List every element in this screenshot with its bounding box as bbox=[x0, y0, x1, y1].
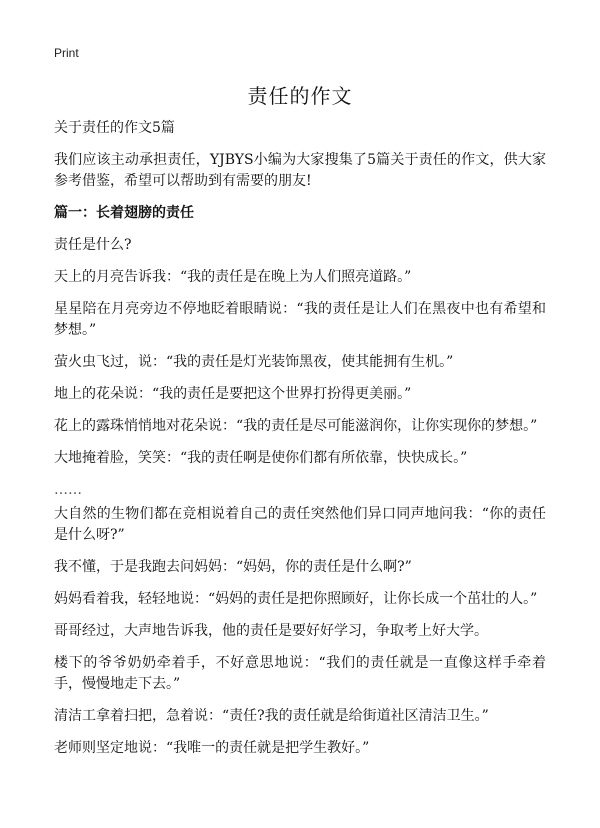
document-title: 责任的作文 bbox=[247, 84, 353, 108]
article-body bbox=[54, 118, 546, 770]
article-subtitle: 关于责任的作文5篇 bbox=[54, 120, 175, 136]
paragraph: 萤火虫飞过，说：“我的责任是灯光装饰黑夜，使其能拥有生机。” bbox=[54, 354, 454, 370]
intro-paragraph: 我们应该主动承担责任，YJBYS小编为大家搜集了5篇关于责任的作文，供大家参考借鉴，希望可以帮助到有需要的朋友! bbox=[54, 152, 546, 189]
paragraph: 楼下的爷爷奶奶牵着手，不好意思地说：“我们的责任就是一直像这样手牵着手，慢慢地走下去。” bbox=[54, 655, 546, 692]
paragraph: 哥哥经过，大声地告诉我，他的责任是要好好学习，争取考上好大学。 bbox=[54, 623, 488, 639]
paragraph: 星星陪在月亮旁边不停地眨着眼睛说：“我的责任是让人们在黑夜中也有希望和梦想。” bbox=[54, 301, 546, 338]
paragraph: 大地掩着脸，笑笑：“我的责任啊是使你们都有所依靠，快快成长。” bbox=[54, 450, 468, 466]
section-heading: 篇一：长着翅膀的责任 bbox=[54, 205, 194, 221]
paragraph: 花上的露珠悄悄地对花朵说：“我的责任是尽可能滋润你，让你实现你的梦想。” bbox=[54, 418, 538, 434]
paragraph: 妈妈看着我，轻轻地说：“妈妈的责任是把你照顾好，让你长成一个茁壮的人。” bbox=[54, 591, 538, 607]
paragraph: 清洁工拿着扫把，急着说：“责任?我的责任就是给街道社区清洁卫生。” bbox=[54, 708, 489, 724]
print-link[interactable]: Print bbox=[54, 46, 79, 60]
paragraph: 老师则坚定地说：“我唯一的责任就是把学生教好。” bbox=[54, 740, 370, 756]
ellipsis-separator: …… bbox=[54, 482, 82, 498]
paragraph: 地上的花朵说：“我的责任是要把这个世界打扮得更美丽。” bbox=[54, 386, 412, 402]
paragraph: 大自然的生物们都在竞相说着自己的责任突然他们异口同声地问我：“你的责任是什么呀?” bbox=[54, 506, 546, 543]
paragraph: 天上的月亮告诉我：“我的责任是在晚上为人们照亮道路。” bbox=[54, 269, 412, 285]
paragraph: 我不懂，于是我跑去问妈妈：“妈妈，你的责任是什么啊?” bbox=[54, 559, 412, 575]
paragraph: 责任是什么? bbox=[54, 237, 132, 253]
